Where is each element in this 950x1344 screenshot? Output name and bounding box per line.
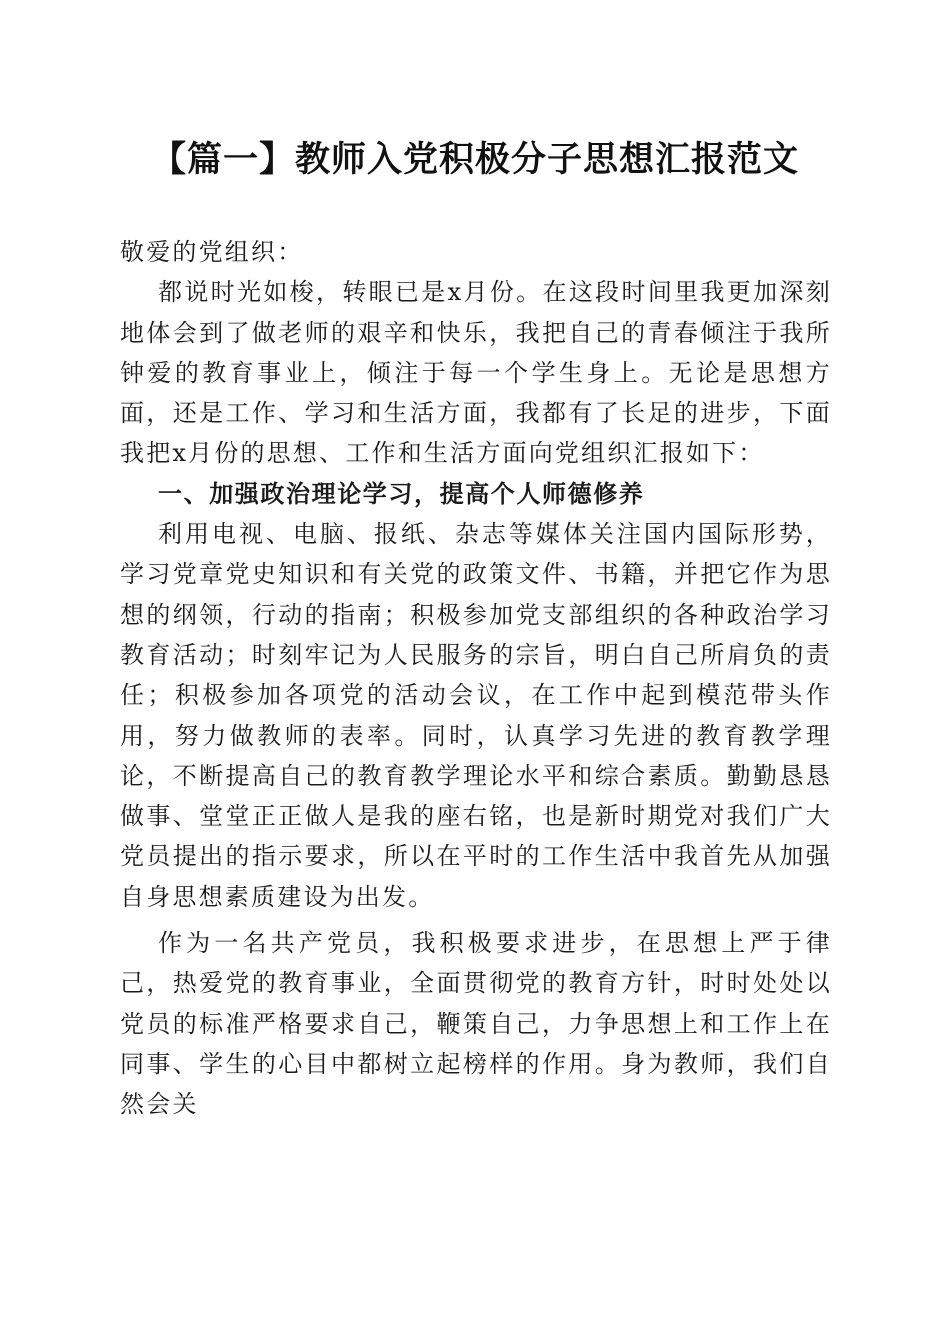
paragraph-party-member: 作为一名共产党员，我积极要求进步，在思想上严于律己，热爱党的教育事业，全面贯彻党的教育方针，时时处处以党员的标准严格要求自己，鞭策自己，力争思想上和工作上在同事、学生的心目中都树立起榜样的作用。身为教师，我们自然会关 — [120, 929, 832, 1119]
document-body — [120, 232, 832, 1125]
paragraph-study: 利用电视、电脑、报纸、杂志等媒体关注国内国际形势，学习党章党史知识和有关党的政策文件、书籍，并把它作为思想的纲领，行动的指南；积极参加党支部组织的各种政治学习教育活动；时刻牢记为人民服务的宗旨，明白自己所肩负的责任；积极参加各项党的活动会议，在工作中起到模范带头作用，努力做教师的表率。同时，认真学习先进的教育教学理论，不断提高自己的教育教学理论水平和综合素质。勤勤恳恳做事、堂堂正正做人是我的座右铭，也是新时期党对我们广大党员提出的指示要求，所以在平时的工作生活中我首先从加强自身思想素质建设为出发。 — [120, 520, 832, 911]
section-heading: 一、加强政治理论学习，提高个人师德修养 — [158, 479, 645, 508]
paragraph-intro: 都说时光如梭，转眼已是x月份。在这段时间里我更加深刻地体会到了做老师的艰辛和快乐，我把自己的青春倾注于我所钟爱的教育事业上，倾注于每一个学生身上。无论是思想方面，还是工作、学习和生活方面，我都有了长足的进步，下面我把x月份的思想、工作和生活方面向党组织汇报如下： — [120, 278, 832, 468]
salutation: 敬爱的党组织： — [120, 238, 304, 266]
document-title: 【篇一】教师入党积极分子思想汇报范文 — [150, 139, 799, 180]
